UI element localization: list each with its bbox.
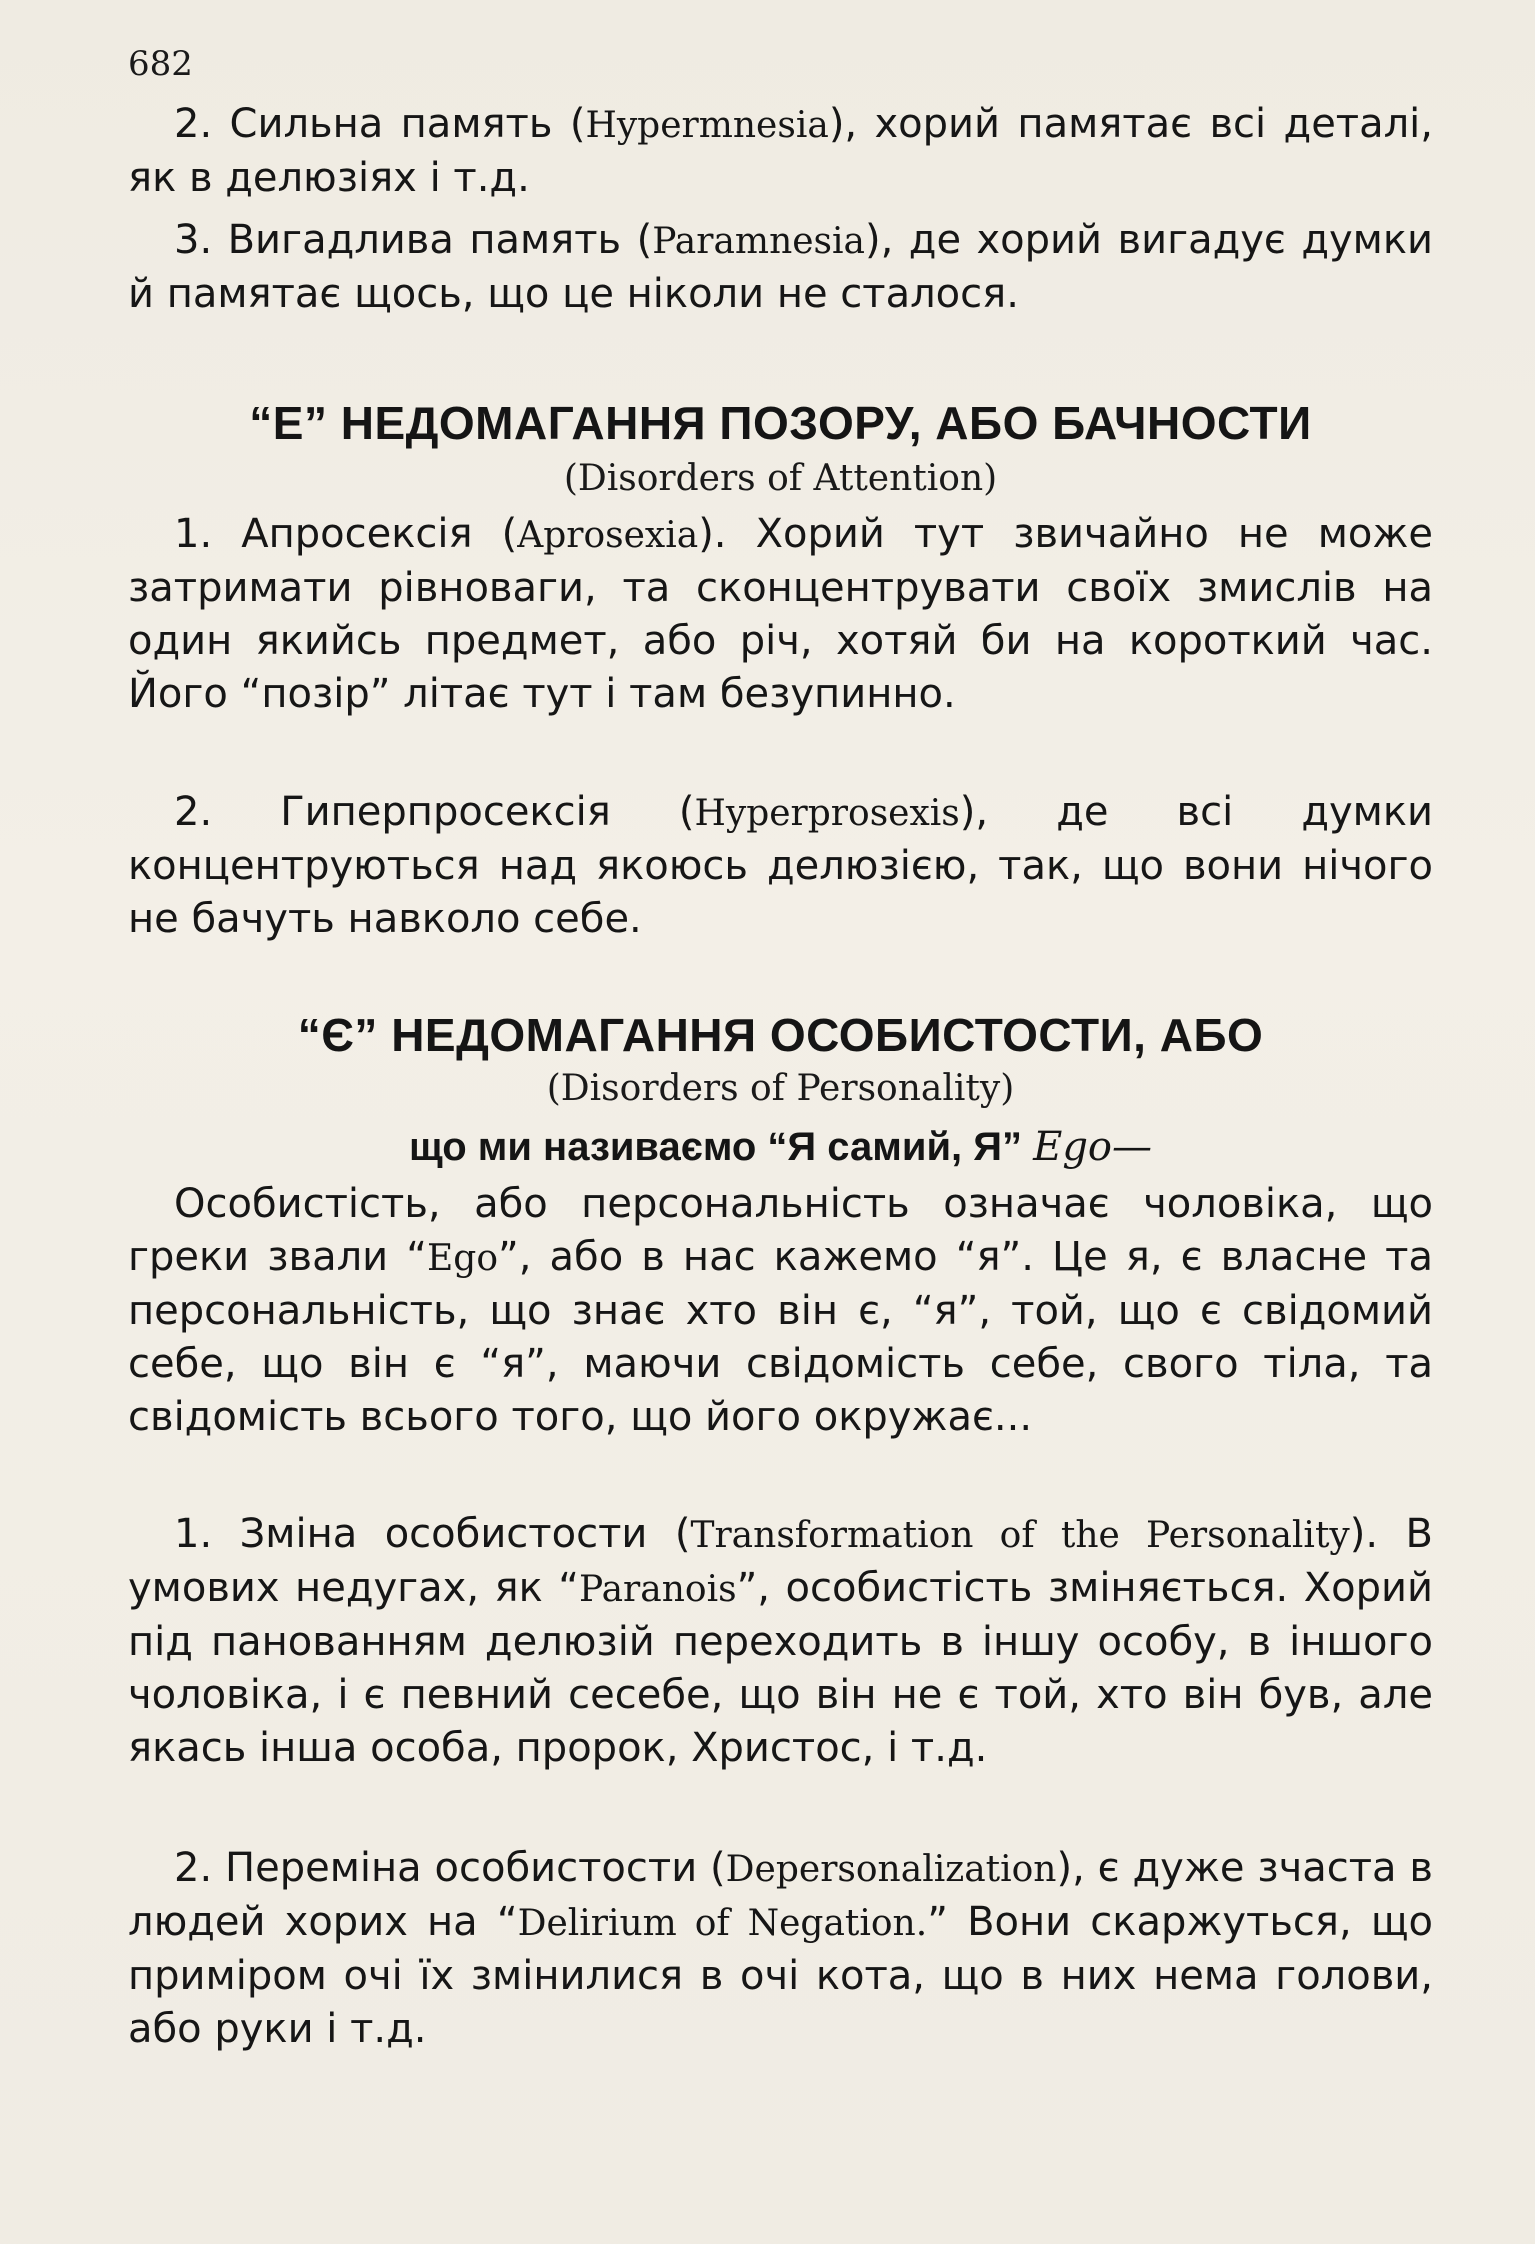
paragraph-transformation xyxy=(128,1508,1433,1775)
latin-term: Paranois xyxy=(578,1569,737,1610)
text-run: ), де всі думки концентруються над якоюсь делюзією, так, що вони нічого не бачуть навколо себе. xyxy=(128,789,1433,942)
section-heading-attention: “Е” НЕДОМАГАННЯ ПОЗОРУ, АБО БАЧНОСТИ xyxy=(249,397,1312,449)
paragraph-paramnesia xyxy=(128,214,1433,321)
latin-term: Aprosexia xyxy=(517,515,699,556)
text-run: 2. Переміна особистости ( xyxy=(174,1845,726,1891)
latin-term: Hyperprosexis xyxy=(694,793,960,834)
latin-term: Ego— xyxy=(1033,1124,1153,1170)
paragraph-hypermnesia xyxy=(128,98,1433,205)
paragraph-personality-definition xyxy=(128,1178,1433,1444)
section-subheading-personality: (Disorders of Personality) xyxy=(546,1068,1015,1109)
text-run: 2. Гиперпросексія ( xyxy=(174,789,695,835)
latin-term: Depersonalization xyxy=(725,1849,1057,1890)
text-run: ), де хорий вигадує думки й памятає щось, що це ніколи не сталося. xyxy=(128,217,1433,317)
text-run: ), є дуже зчаста в людей хорих на “ xyxy=(128,1845,1433,1945)
text-run: ”, особистість зміняється. Хорий під панованням делюзій переходить в іншу особу, в іншого чоловіка, і є певний сесебе, що він не є той, хто він був, але якась інша особа, пророк, Христос, і т.д. xyxy=(128,1565,1433,1771)
text-run: 1. Зміна особистости ( xyxy=(174,1511,691,1557)
section-subtitle-ego xyxy=(128,1124,1433,1170)
text-run: ), хорий памятає всі деталі, як в делюзіях і т.д. xyxy=(128,101,1434,201)
paragraph-depersonalization xyxy=(128,1842,1433,2056)
latin-term: Delirium of Negation. xyxy=(517,1903,928,1944)
text-run: 3. Вигадлива память ( xyxy=(174,217,653,263)
text-run: ). Хорий тут звичайно не може затримати рівноваги, та сконцентрувати своїх змислів на один якийсь предмет, або річ, хотяй би на короткий час. Його “позір” літає тут і там безупинно. xyxy=(128,511,1433,717)
latin-term: Ego xyxy=(427,1238,498,1279)
latin-term: Hypermnesia xyxy=(585,105,829,146)
text-run: ” Вони скаржуться, що приміром очі їх змінилися в очі кота, що в них нема голови, або руки і т.д. xyxy=(128,1899,1434,2052)
latin-term: Paramnesia xyxy=(652,221,866,262)
section-subheading-attention: (Disorders of Attention) xyxy=(563,458,998,499)
page-number: 682 xyxy=(128,44,193,84)
text-run: 2. Сильна память ( xyxy=(174,101,586,147)
text-run: ”, або в нас кажемо “я”. Це я, є власне та персональність, що знає хто він є, “я”, той, що є свідомий себе, що він є “я”, маючи свідомість себе, свого тіла, та свідомість всього того, що його окружає... xyxy=(128,1234,1433,1440)
paragraph-aprosexia xyxy=(128,508,1433,721)
latin-term: Transformation of the Personality xyxy=(690,1515,1350,1556)
paragraph-hyperprosexis xyxy=(128,786,1433,946)
text-run: Особистість, або персональність означає чоловіка, що греки звали “ xyxy=(128,1181,1433,1280)
text-run: що ми називаємо “Я самий, Я” xyxy=(408,1125,1034,1169)
text-run: ). В умових недугах, як “ xyxy=(128,1511,1434,1611)
text-run: 1. Апросексія ( xyxy=(174,511,518,557)
section-heading-personality: “Є” НЕДОМАГАННЯ ОСОБИСТОСТИ, АБО xyxy=(297,1009,1264,1061)
